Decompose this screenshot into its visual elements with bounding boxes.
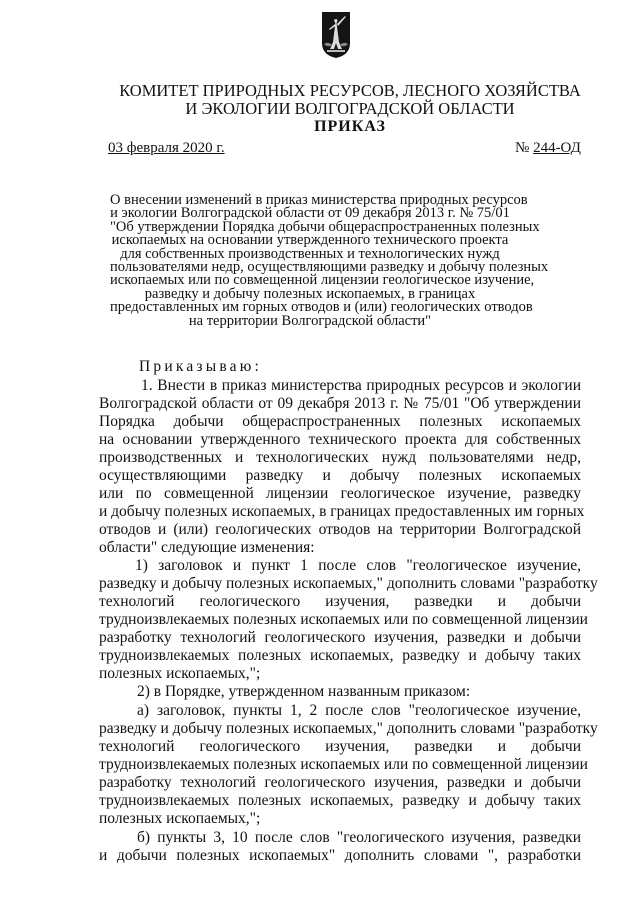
body-line: а) заголовок, пункты 1, 2 после слов "геологическое изучение, [137,702,581,719]
body-line: Порядка добычи общераспространенных полезных ископаемых [99,413,581,430]
order-subject [110,192,549,329]
body-line: б) пункты 3, 10 после слов "геологического изучения, разведки [137,829,581,846]
body-line: полезных ископаемых,"; [99,665,261,682]
body-line: 2) в Порядке, утвержденном названным приказом: [137,683,471,700]
body-line: и добычи полезных ископаемых" дополнить словами ", разработки [99,847,581,864]
body-line: разведку и добычу полезных ископаемых," дополнить словами "разработку [99,575,598,592]
body-line: 1. Внести в приказ министерства природных ресурсов и экологии [141,377,581,394]
body-line: трудноизвлекаемых полезных ископаемых, разведку и добычу таких [99,647,581,664]
body-line: Волгоградской области от 09 декабря 2013 г. № 75/01 "Об утверждении [99,395,581,412]
subject-line: О внесении изменений в приказ министерства природных ресурсов [110,192,528,208]
volgograd-coat-of-arms-icon [321,11,351,59]
body-line: осуществляющими разведку и добычу полезных ископаемых [99,467,581,484]
document-title: ПРИКАЗ [314,118,386,135]
body-line: 1) заголовок и пункт 1 после слов "геологическое изучение, [135,557,581,574]
body-line: производственных и технологических нужд пользователями недр, [99,449,581,466]
body-line: области" следующие изменения: [99,539,315,556]
subject-line: для собственных производственных и технологических нужд [120,245,500,262]
subject-line: на территории Волгоградской области" [188,312,432,329]
document-number-value: 244-ОД [533,140,581,156]
body-line: разработку технологий геологического изучения, разведки и добычи [99,629,581,646]
subject-line: "Об утверждении Порядка добычи общераспространенных полезных [110,218,540,235]
committee-name-line-2: И ЭКОЛОГИИ ВОЛГОГРАДСКОЙ ОБЛАСТИ [185,99,515,118]
body-line: отводов и (или) геологических отводов на территории Волгоградской [99,521,581,538]
subject-line: и экологии Волгоградской области от 09 декабря 2013 г. № 75/01 [110,205,510,222]
body-line: разработку технологий геологического изучения, разведки и добычи [99,774,581,791]
body-line: на основании утвержденного технического проекта для собственных [99,431,581,448]
subject-line: разведку и добычу полезных ископаемых, в границах [144,285,476,302]
document-date: 03 февраля 2020 г. [108,140,225,156]
subject-line: ископаемых или по совмещенной лицензии геологическое изучение, [110,272,535,289]
subject-line: предоставленных им горных отводов и (или) геологических отводов [110,299,533,316]
document-number [515,140,581,157]
body-line: полезных ископаемых,"; [99,810,261,827]
committee-name-line-1: КОМИТЕТ ПРИРОДНЫХ РЕСУРСОВ, ЛЕСНОГО ХОЗЯЙСТВА [119,81,581,100]
body-line: трудноизвлекаемых полезных ископаемых или по совмещенной лицензии [99,611,588,628]
body-line: технологий геологического изучения, разведки и добычи [99,738,581,755]
body-line: и добычу полезных ископаемых, в границах предоставленных им горных [99,503,585,520]
body-line: разведку и добычу полезных ископаемых," дополнить словами "разработку [99,720,598,737]
body-line: трудноизвлекаемых полезных ископаемых или по совмещенной лицензии [99,756,588,773]
subject-line: пользователями недр, осуществляющими разведку и добычу полезных [110,259,549,276]
order-word: Приказываю: [139,358,263,375]
body-line: технологий геологического изучения, разведки и добычи [99,593,581,610]
subject-line: ископаемых на основании утвержденного технического проекта [111,232,509,249]
body-line: или по совмещенной лицензии геологическое изучение, разведку [99,485,581,502]
body-line: трудноизвлекаемых полезных ископаемых, разведку и добычу таких [99,792,581,809]
document-number-prefix: № [515,140,534,156]
